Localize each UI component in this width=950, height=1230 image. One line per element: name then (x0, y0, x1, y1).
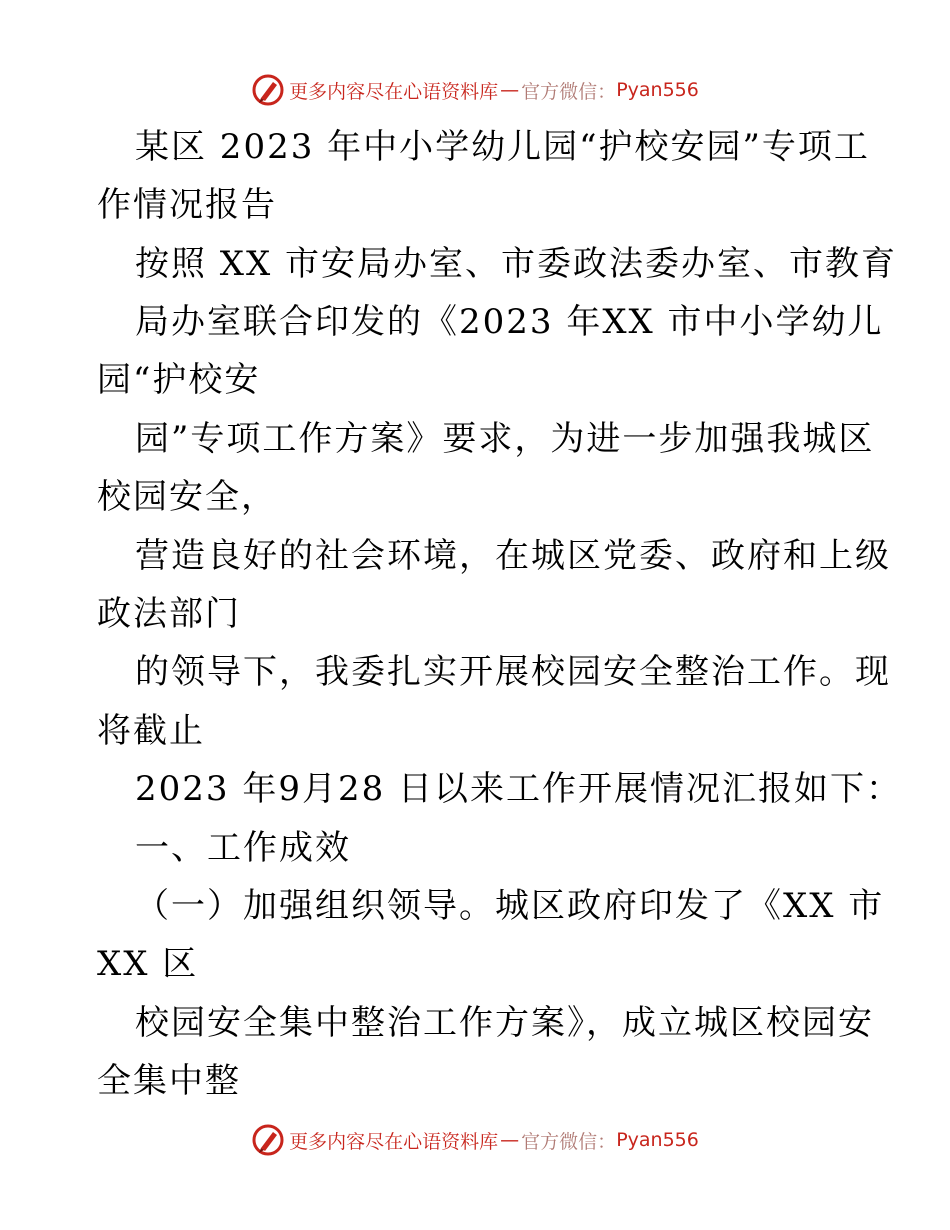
watermark-wechat-label: 官方微信： (521, 1130, 617, 1153)
doc-line: 校园安全集中整治工作方案》，成立城区校园安 (135, 1003, 874, 1043)
doc-line: 将截止 (97, 711, 205, 751)
doc-line: 政法部门 (97, 594, 241, 634)
doc-line: 的领导下，我委扎实开展校园安全整治工作。现 (135, 652, 891, 692)
doc-line: 2023 年9月28 日以来工作开展情况汇报如下： (135, 769, 903, 809)
doc-title-line-2: 作情况报告 (97, 185, 277, 225)
doc-line: 园”专项工作方案》要求，为进一步加强我城区 (135, 419, 875, 459)
subsection-heading: （一）加强组织领导。城区政府印发了《XX 市 (135, 886, 885, 926)
doc-line: 局办室联合印发的《2023 年XX 市中小学幼儿 (135, 302, 884, 342)
footer-watermark (0, 1120, 950, 1160)
watermark-main-text: 更多内容尽在心语资料库 (289, 80, 499, 103)
doc-line: 按照 XX 市安局办室、市委政法委办室、市教育 (135, 244, 898, 284)
doc-line: 校园安全， (97, 477, 277, 517)
watermark-dash: — (500, 79, 520, 101)
watermark-main-text: 更多内容尽在心语资料库 (289, 1130, 499, 1153)
doc-line: 全集中整 (97, 1061, 241, 1101)
section-heading: 一、工作成效 (135, 828, 351, 868)
doc-line: 营造良好的社会环境，在城区党委、政府和上级 (135, 536, 891, 576)
doc-line: 园“护校安 (97, 360, 261, 400)
watermark-wechat-label: 官方微信： (521, 80, 617, 103)
pen-in-circle-icon (251, 73, 285, 107)
watermark-wechat-id: Pyan556 (616, 1129, 699, 1151)
pen-in-circle-icon (251, 1123, 285, 1157)
watermark-wechat-id: Pyan556 (616, 79, 699, 101)
doc-line: XX 区 (97, 944, 199, 984)
doc-title-line-1: 某区 2023 年中小学幼儿园“护校安园”专项工 (135, 127, 870, 167)
header-watermark (0, 70, 950, 110)
watermark-dash: — (500, 1129, 520, 1151)
